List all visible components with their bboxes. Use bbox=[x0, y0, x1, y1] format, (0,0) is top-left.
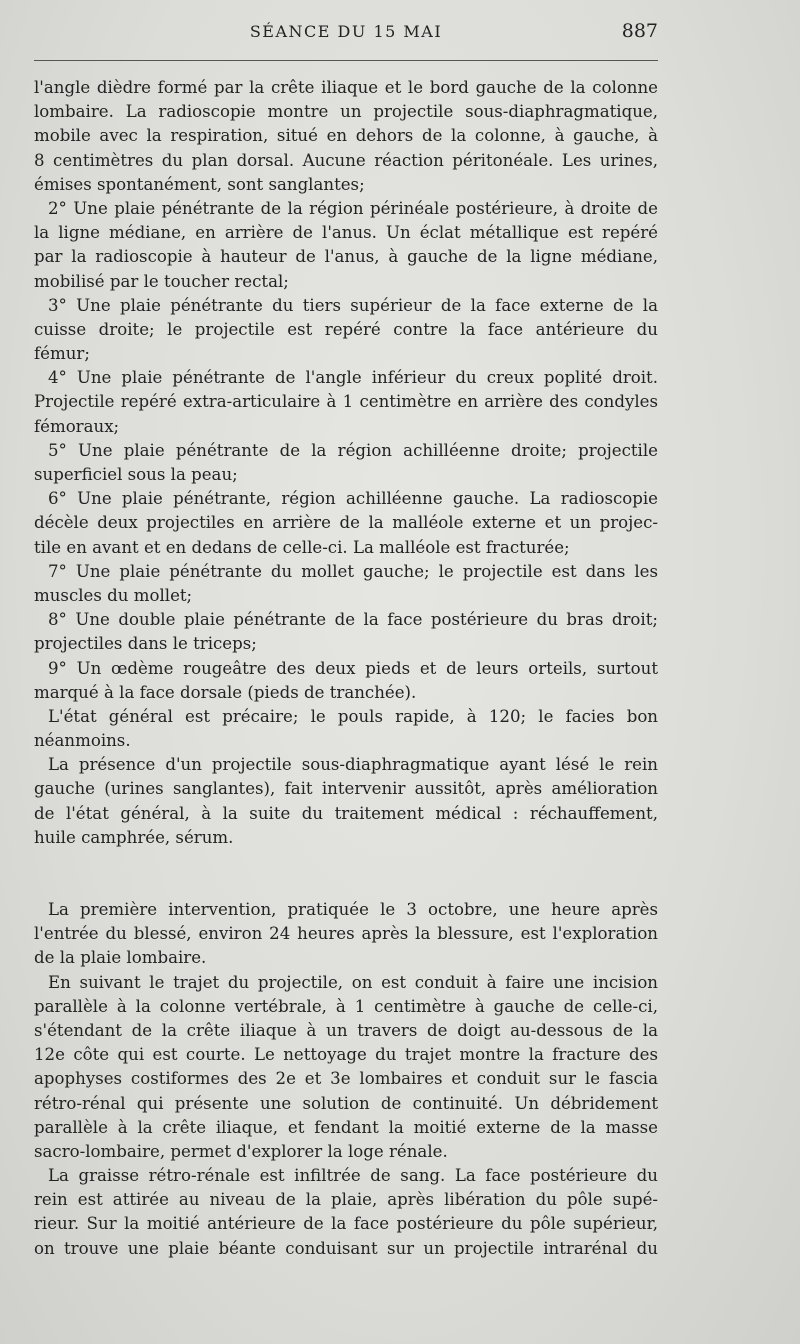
text-line: 2° Une plaie pénétrante de la région périnéale postérieure, à droite de bbox=[48, 198, 658, 218]
text-line: apophyses costiformes des 2e et 3e lombaires et conduit sur le fascia bbox=[34, 1069, 658, 1089]
text-line: on trouve une plaie béante conduisant sur un projectile intrarénal du bbox=[34, 1238, 658, 1258]
text-line: 9° Un œdème rougeâtre des deux pieds et de leurs orteils, surtout bbox=[48, 658, 658, 678]
paragraph bbox=[34, 294, 658, 367]
text-line: En suivant le trajet du projectile, on est conduit à faire une incision bbox=[48, 972, 658, 992]
paragraph bbox=[34, 705, 658, 753]
text-line: Projectile repéré extra-articulaire à 1 centimètre en arrière des condyles bbox=[34, 392, 658, 412]
text-line: s'étendant de la crête iliaque à un travers de doigt au-dessous de la bbox=[34, 1020, 658, 1040]
text-line: 8° Une double plaie pénétrante de la face postérieure du bras droit; bbox=[48, 610, 658, 630]
paragraph bbox=[34, 898, 658, 971]
text-line: rieur. Sur la moitié antérieure de la face postérieure du pôle supérieur, bbox=[34, 1214, 658, 1234]
text-line: rein est attirée au niveau de la plaie, après libération du pôle supé- bbox=[34, 1190, 658, 1210]
paragraph bbox=[34, 753, 658, 850]
section-gap bbox=[34, 850, 658, 898]
text-line: l'entrée du blessé, environ 24 heures après la blessure, est l'exploration bbox=[34, 924, 658, 944]
text-line: de la plaie lombaire. bbox=[34, 948, 207, 968]
text-line: 8 centimètres du plan dorsal. Aucune réaction péritonéale. Les urines, bbox=[34, 150, 658, 170]
text-line: projectiles dans le triceps; bbox=[34, 634, 257, 654]
text-line: 12e côte qui est courte. Le nettoyage du trajet montre la fracture des bbox=[34, 1045, 658, 1065]
paragraph bbox=[34, 657, 658, 705]
text-line: La graisse rétro-rénale est infiltrée de sang. La face postérieure du bbox=[48, 1166, 658, 1186]
text-line: parallèle à la colonne vertébrale, à 1 centimètre à gauche de celle-ci, bbox=[34, 996, 658, 1016]
paragraph bbox=[34, 366, 658, 439]
text-line: 4° Une plaie pénétrante de l'angle inférieur du creux poplité droit. bbox=[48, 368, 658, 388]
text-line: L'état général est précaire; le pouls rapide, à 120; le facies bon bbox=[48, 706, 658, 726]
paragraph bbox=[34, 1164, 658, 1261]
text-line: l'angle dièdre formé par la crête iliaque et le bord gauche de la colonne bbox=[34, 78, 658, 97]
text-line: néanmoins. bbox=[34, 731, 131, 751]
text-line: rétro-rénal qui présente une solution de continuité. Un débridement bbox=[34, 1093, 658, 1113]
text-line: mobile avec la respiration, situé en dehors de la colonne, à gauche, à bbox=[34, 126, 658, 146]
text-line: tile en avant et en dedans de celle-ci. La malléole est fracturée; bbox=[34, 537, 570, 557]
text-line: marqué à la face dorsale (pieds de tranchée). bbox=[34, 682, 417, 702]
text-line: 3° Une plaie pénétrante du tiers supérieur de la face externe de la bbox=[48, 295, 658, 315]
text-line: cuisse droite; le projectile est repéré contre la face antérieure du bbox=[34, 319, 658, 339]
text-line: 5° Une plaie pénétrante de la région achilléenne droite; projectile bbox=[48, 440, 658, 460]
paragraph bbox=[34, 439, 658, 487]
paragraph bbox=[34, 560, 658, 608]
header-rule bbox=[34, 60, 658, 61]
text-line: La présence d'un projectile sous-diaphragmatique ayant lésé le rein bbox=[48, 755, 658, 775]
text-line: lombaire. La radioscopie montre un projectile sous-diaphragmatique, bbox=[34, 102, 658, 122]
text-line: décèle deux projectiles en arrière de la malléole externe et un projec- bbox=[34, 513, 658, 533]
text-line: gauche (urines sanglantes), fait intervenir aussitôt, après amélioration bbox=[34, 779, 658, 799]
text-line: de l'état général, à la suite du traitement médical : réchauffement, bbox=[34, 803, 658, 823]
paragraph bbox=[34, 971, 658, 1165]
text-line: La première intervention, pratiquée le 3 octobre, une heure après bbox=[48, 900, 658, 919]
text-line: muscles du mollet; bbox=[34, 585, 193, 605]
text-line: huile camphrée, sérum. bbox=[34, 827, 234, 847]
text-line: 7° Une plaie pénétrante du mollet gauche; le projectile est dans les bbox=[48, 561, 658, 581]
text-line: superficiel sous la peau; bbox=[34, 465, 238, 484]
text-line: parallèle à la crête iliaque, et fendant la moitié externe de la masse bbox=[34, 1117, 658, 1137]
text-line: 6° Une plaie pénétrante, région achilléenne gauche. La radioscopie bbox=[48, 489, 658, 509]
paragraph bbox=[34, 76, 658, 197]
page-header bbox=[34, 18, 658, 48]
paragraph bbox=[34, 197, 658, 294]
paragraph bbox=[34, 487, 658, 560]
text-line: fémoraux; bbox=[34, 416, 120, 436]
paragraph bbox=[34, 608, 658, 656]
text-line: mobilisé par le toucher rectal; bbox=[34, 271, 289, 291]
running-title: SÉANCE DU 15 MAI bbox=[249, 22, 443, 41]
text-line: la ligne médiane, en arrière de l'anus. Un éclat métallique est repéré bbox=[34, 223, 658, 243]
page-number: 887 bbox=[621, 20, 658, 42]
text-line: sacro-lombaire, permet d'explorer la loge rénale. bbox=[34, 1141, 448, 1161]
text-line: fémur; bbox=[34, 344, 90, 364]
body-text bbox=[34, 76, 658, 1261]
text-line: émises spontanément, sont sanglantes; bbox=[34, 174, 365, 194]
text-line: par la radioscopie à hauteur de l'anus, à gauche de la ligne médiane, bbox=[34, 247, 658, 267]
